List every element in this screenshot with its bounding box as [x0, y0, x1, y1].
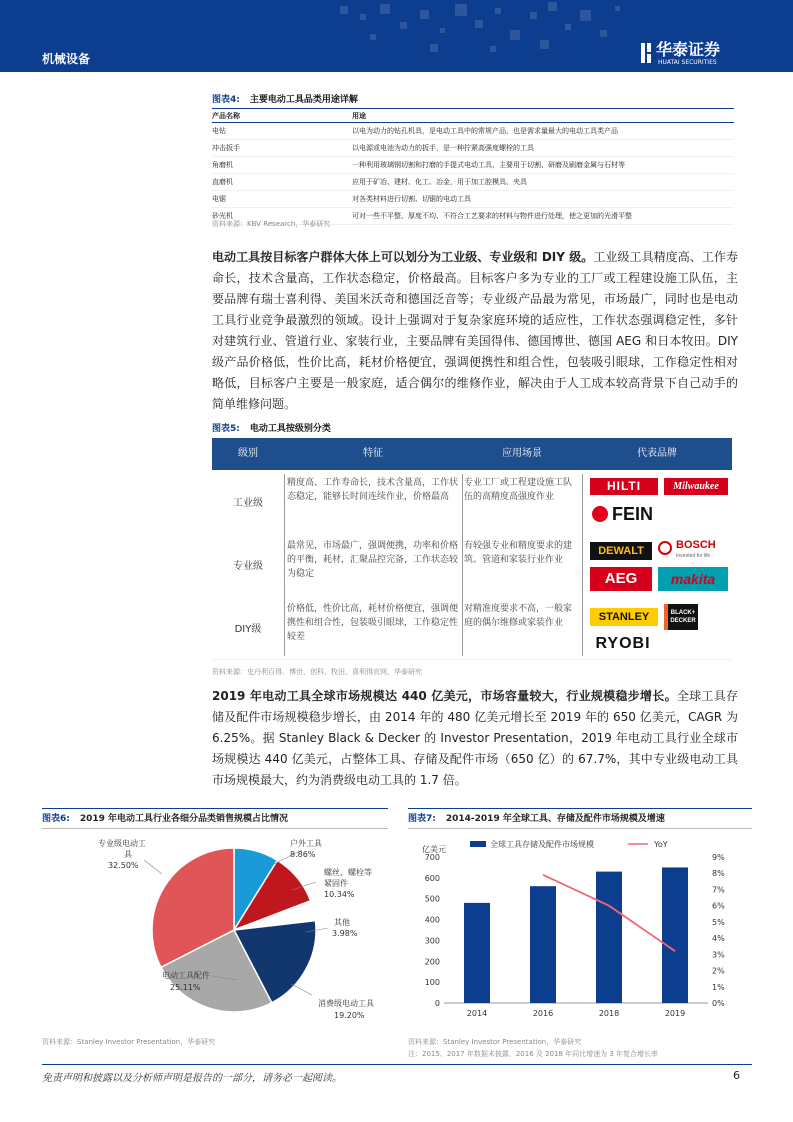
table-row [212, 533, 732, 597]
fig6-top-rule [42, 808, 388, 809]
pie-value-outdoor: 8.86% [290, 850, 316, 859]
fig6-title [42, 812, 288, 826]
fig5-divider [284, 474, 285, 656]
brand-hilti: HILTI [590, 478, 658, 495]
brand-bosch: BOSCH [676, 539, 716, 551]
x-tick: 2016 [532, 1009, 554, 1018]
product-use: 以电源或电池为动力的扳手，是一种拧紧高强度螺栓的工具 [352, 140, 734, 157]
y-left-tick: 100 [424, 978, 440, 988]
pie-label-fastener: 螺丝、螺栓等 [324, 868, 372, 877]
fig7-note: 注：2015、2017 年数据未披露，2016 及 2018 年同比增速为 3 年复合增长率 [408, 1050, 659, 1058]
y-left-tick: 400 [424, 915, 440, 925]
y-left-tick: 500 [424, 894, 440, 904]
table-row [212, 174, 734, 191]
logo-en: HUATAI SECURITIES [658, 59, 717, 66]
pie-label-accessory: 电动工具配件 [162, 971, 210, 980]
fig6-source: 资料来源：Stanley Investor Presentation，华泰研究 [42, 1038, 216, 1046]
fig7-title [408, 812, 665, 826]
fig5-col-grade: 级别 [238, 448, 258, 459]
brand-stanley: STANLEY [590, 608, 658, 626]
fig4-source: 资料来源：KBV Research，华泰研究 [212, 220, 331, 228]
fig5-title-text: 电动工具按级别分类 [249, 424, 331, 434]
logo-cn: 华泰证券 [656, 40, 721, 59]
bar-2018 [596, 872, 622, 1003]
huatai-logo [640, 40, 752, 70]
fig5-divider [462, 474, 463, 656]
fig6-title-rule [42, 828, 388, 829]
fig5-divider [582, 474, 583, 656]
grade-scene: 有较强专业和精度要求的建筑、管道和家装行业作业 [464, 541, 573, 565]
y-right-tick: 9% [712, 853, 725, 862]
fig6-label: 图表6: [42, 814, 70, 824]
fig5-label: 图表5: [212, 424, 240, 434]
y-right-tick: 0% [712, 999, 725, 1008]
fig7-bars [464, 867, 688, 1003]
y-right-tick: 7% [712, 885, 725, 895]
fig7-top-rule [408, 808, 752, 809]
y-left-tick: 700 [424, 853, 440, 862]
brand-black-decker: BLACK+ DECKER [664, 604, 698, 630]
paragraph-market-lead: 2019 年电动工具全球市场规模达 440 亿美元，市场容量较大，行业规模稳步增长。 [212, 689, 677, 703]
grade-feature: 价格低，性价比高，耗材价格便宜，强调便携性和组合性，包装吸引眼球，工作稳定性较差 [287, 604, 459, 642]
footer-disclaimer: 免责声明和披露以及分析师声明是报告的一部分，请务必一起阅读。 [42, 1073, 342, 1084]
y-left-tick: 600 [424, 873, 440, 883]
pie-value-consumer: 19.20% [334, 1011, 365, 1020]
brand-milwaukee: Milwaukee [664, 478, 728, 495]
paragraph-grades-lead: 电动工具按目标客户群体大体上可以划分为工业级、专业级和 DIY 级。 [212, 250, 594, 264]
fig7-label: 图表7: [408, 814, 436, 824]
fig5-col-feature: 特征 [363, 448, 383, 459]
fig5-title [212, 422, 331, 436]
y-right-tick: 4% [712, 934, 725, 944]
product-use: 一种利用玻璃钢切割和打磨的手提式电动工具，主要用于切割、研磨及刷磨金属与石材等 [352, 157, 734, 174]
y-right-tick: 3% [712, 950, 725, 960]
paragraph-grades-body: 工业级工具精度高、工作寿命长，技术含量高，工作状态稳定，价格最高。目标客户多为专业的工厂或工程建设施工队伍，主要品牌有瑞士喜利得、美国米沃奇和德国泛音等；专业级产品最为常见，市场最广，同时也是电动工具行业竞争最激烈的领域。设计上强调对于复杂家庭环境的适应性，工作状态强调稳定性，多针对建筑行业、管道行业、家装行业，主要品牌有美国得伟、德国博世、德国 AEG 和日本牧田。DIY 级产品价格低，性价比高，耗材价格便宜，强调便携性和组合性，包装吸引眼球，工作稳定性相对略低，目标客户主要是一般家庭，适合偶尔的维修作业，解决由于人工成本较高背景下自己动手的简单维修问题。 [212, 250, 738, 411]
paragraph-grades [212, 247, 738, 415]
product-use: 以电为动力的钻孔机具，是电动工具中的常规产品，也是需求量最大的电动工具类产品 [352, 123, 734, 140]
pie-label-fastener-2: 紧固件 [324, 879, 348, 888]
paragraph-market-size [212, 686, 738, 791]
fig5-col-brand: 代表品牌 [637, 448, 677, 459]
fig7-source: 资料来源：Stanley Investor Presentation，华泰研究 [408, 1038, 582, 1046]
x-tick: 2014 [466, 1009, 488, 1018]
product-use: 对各类材料进行切割、切锯的电动工具 [352, 191, 734, 208]
product-name: 角磨机 [212, 157, 352, 174]
y-right-tick: 2% [712, 966, 725, 976]
product-use: 应用于矿冶、建材、化工、冶金，用于加工腔模具、夹具 [352, 174, 734, 191]
product-name: 砂光机 [212, 208, 352, 225]
grade-label: 专业级 [233, 561, 263, 572]
paragraph-market-body: 全球工具存储及配件市场规模稳步增长，由 2014 年的 480 亿美元增长至 2019 年的 650 亿美元，CAGR 为 6.25%。据 Stanley Black & Decker 的 Investor Presentation，2019 年电动工具行业全球市场规模达 440 亿美元，占整体工具、存储及配件市场（650 亿）的 67.7%，其中专业级电动工具市场规模最大，约为消费级电动工具的 1.7 倍。 [212, 689, 738, 787]
brand-aeg: AEG [590, 567, 652, 591]
product-use: 可对一些不平整、厚度不均、不符合工艺要求的材料与物件进行处理，使之更加的光滑平整 [352, 208, 734, 225]
table-row [212, 123, 734, 140]
bar-2016 [530, 886, 556, 1003]
page-header [0, 0, 793, 72]
pie-label-consumer: 消费级电动工具 [318, 999, 374, 1008]
legend-bar-swatch [470, 841, 486, 847]
bosch-mark-icon [658, 541, 672, 555]
grade-label: DIY级 [234, 624, 262, 635]
brand-fein: FEIN [612, 504, 654, 524]
fig5-header-row [212, 438, 732, 470]
brand-bosch-tagline: Invented for life [676, 553, 711, 559]
fig7-ylabel: 亿美元 [422, 845, 446, 854]
fig6-pie-chart [42, 830, 388, 1030]
fig4-col-use: 用途 [352, 109, 734, 123]
y-right-tick: 1% [712, 982, 725, 992]
fig7-bar-line-chart [408, 830, 752, 1030]
y-left-tick: 200 [424, 957, 440, 967]
y-right-tick: 5% [712, 917, 725, 927]
fig5-source: 资料来源：史丹利百得、博世、创科、牧田、喜利得官网，华泰研究 [212, 668, 422, 676]
fig4-title-text: 主要电动工具品类用途详解 [249, 95, 358, 105]
fig7-title-text: 2014-2019 年全球工具、存储及配件市场规模及增速 [445, 814, 665, 824]
pie-label-pro-2: 具 [124, 850, 132, 859]
product-name: 电锯 [212, 191, 352, 208]
y-right-tick: 8% [712, 869, 725, 879]
pie-label-other: 其他 [334, 918, 350, 927]
fig4-title [212, 93, 358, 107]
y-right-tick: 6% [712, 901, 725, 911]
brand-ryobi: RYOBI [595, 635, 651, 652]
fig4-col-name: 产品名称 [212, 109, 352, 123]
table-row [212, 140, 734, 157]
fig5-table [212, 438, 732, 660]
product-name: 冲击扳手 [212, 140, 352, 157]
pie-label-pro: 专业级电动工 [98, 839, 146, 848]
bar-2014 [464, 903, 490, 1003]
table-row [212, 157, 734, 174]
brand-makita: makita [658, 567, 728, 591]
grade-label: 工业级 [233, 498, 263, 509]
table-row [212, 470, 732, 534]
pie-value-pro: 32.50% [108, 861, 139, 870]
footer-rule [42, 1064, 752, 1065]
product-name: 直磨机 [212, 174, 352, 191]
grade-scene: 对精准度要求不高，一般家庭的偶尔维修或家装作业 [464, 604, 573, 628]
fig7-title-rule [408, 828, 752, 829]
fig6-title-text: 2019 年电动工具行业各细分品类销售规模占比情况 [79, 814, 289, 824]
bar-2019 [662, 867, 688, 1003]
y-left-tick: 300 [424, 936, 440, 946]
fig4-header-row [212, 109, 734, 123]
x-tick: 2019 [664, 1009, 686, 1018]
x-tick: 2018 [598, 1009, 620, 1018]
brand-dewalt: DEWALT [590, 542, 652, 560]
table-row [212, 596, 732, 659]
page-number: 6 [733, 1069, 740, 1082]
huatai-logo-mark-icon [640, 41, 654, 65]
pie-value-fastener: 10.34% [324, 890, 355, 899]
grade-feature: 最常见，市场最广，强调便携，功率和价格的平衡，耗材，汇聚品控完备，工作状态较为稳定 [287, 541, 459, 579]
fig5-col-scene: 应用场景 [502, 448, 542, 459]
fein-mark-icon [592, 506, 608, 522]
table-row [212, 191, 734, 208]
fig4-table [212, 108, 734, 225]
fig4-label: 图表4: [212, 95, 240, 105]
y-left-tick: 0 [434, 999, 440, 1008]
legend-line-label: YoY [654, 840, 668, 849]
grade-scene: 专业工厂或工程建设施工队伍的高精度高强度作业 [464, 478, 573, 502]
grade-feature: 精度高、工作寿命长，技术含量高，工作状态稳定，能够长时间连续作业，价格最高 [287, 478, 459, 502]
header-section-name: 机械设备 [42, 52, 91, 66]
pie-label-outdoor: 户外工具 [290, 839, 322, 848]
product-name: 电钻 [212, 123, 352, 140]
pie-value-other: 3.98% [332, 929, 358, 938]
pie-value-accessory: 25.11% [170, 983, 201, 992]
legend-bar-label: 全球工具存储及配件市场规模 [490, 840, 594, 849]
